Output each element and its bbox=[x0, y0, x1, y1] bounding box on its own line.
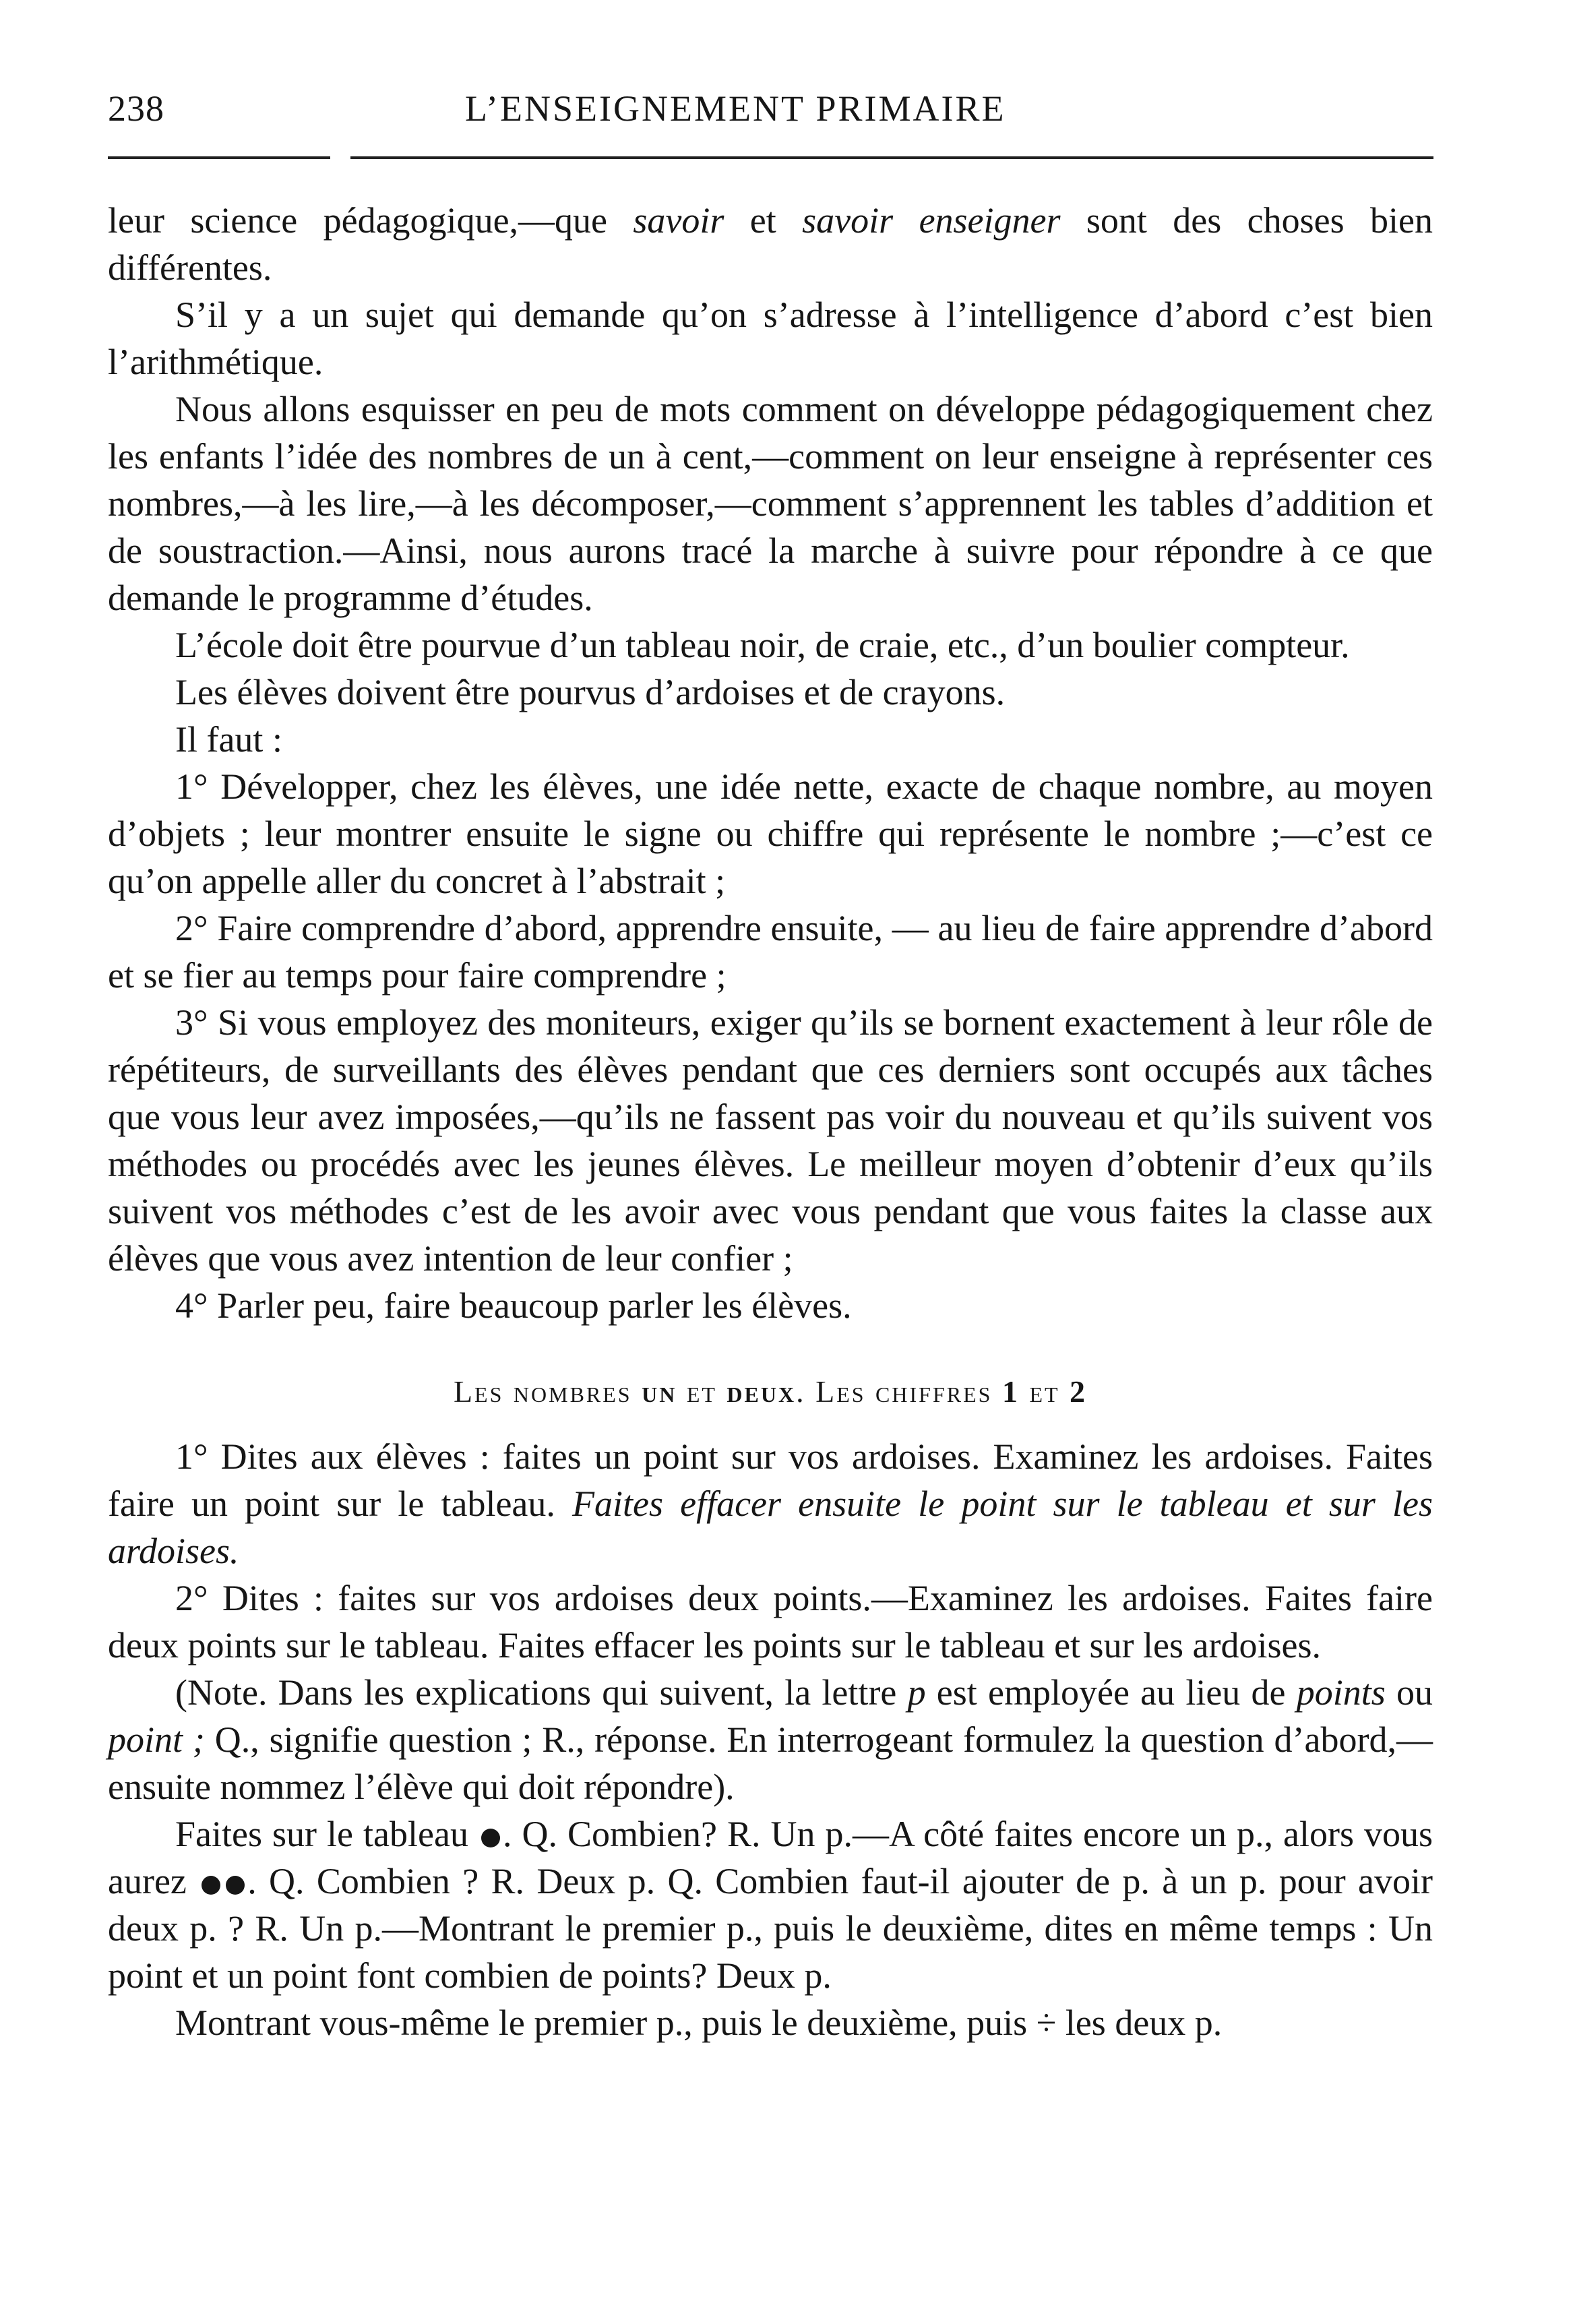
bold-run: un bbox=[642, 1374, 677, 1409]
paragraph bbox=[108, 1810, 1433, 1999]
text-run: 1° Dites aux élèves : faites un point sur vos ardoises. Examinez les ardoises. Faites faire un point sur le tableau. bbox=[108, 1436, 1433, 1524]
bold-run: deux bbox=[727, 1374, 797, 1409]
paragraph: Il faut : bbox=[175, 719, 282, 760]
text-run: Q., signifie question ; R., réponse. En interrogeant formulez la question d’abord,—ensuite nommez l’élève qui doit répondre). bbox=[108, 1719, 1433, 1807]
header-rule-left bbox=[108, 156, 330, 159]
paragraph bbox=[108, 197, 1433, 291]
text-run: et bbox=[724, 200, 803, 241]
italic-run: points bbox=[1296, 1672, 1386, 1713]
paragraph bbox=[108, 1433, 1433, 1574]
list-item: 2° Faire comprendre d’abord, apprendre ensuite, — au lieu de faire apprendre d’abord et se fier au temps pour faire comprendre ; bbox=[108, 908, 1433, 996]
text-run: sont des choses bien différentes. bbox=[108, 200, 1433, 288]
paragraph bbox=[108, 1669, 1433, 1810]
text-run: ou bbox=[1385, 1672, 1433, 1713]
bold-run: 1 bbox=[1001, 1374, 1020, 1409]
italic-run: p bbox=[907, 1672, 926, 1713]
paragraph: S’il y a un sujet qui demande qu’on s’adresse à l’intelligence d’abord c’est bien l’arithmétique. bbox=[108, 295, 1433, 382]
paragraph: 2° Dites : faites sur vos ardoises deux points.—Examinez les ardoises. Faites faire deux points sur le tableau. Faites effacer les points sur le tableau et sur les ardoises. bbox=[108, 1578, 1433, 1665]
page-number: 238 bbox=[108, 88, 164, 129]
dot-icon bbox=[226, 1876, 245, 1895]
text-run: et bbox=[677, 1374, 727, 1409]
paragraph: Nous allons esquisser en peu de mots comment on développe pédagogiquement chez les enfants l’idée des nombres de un à cent,—comment on leur enseigne à représenter ces nombres,—à les lire,—à les décomposer,—comment s’apprennent les tables d’addition et de soustraction.—Ainsi, nous aurons tracé la marche à suivre pour répondre à ce que demande le programme d’études. bbox=[108, 389, 1433, 618]
italic-run: savoir bbox=[633, 200, 724, 241]
page-header bbox=[108, 81, 1433, 142]
paragraph: L’école doit être pourvue d’un tableau noir, de craie, etc., d’un boulier compteur. bbox=[175, 625, 1350, 665]
text-run: et bbox=[1019, 1374, 1070, 1409]
text-run: Faites sur le tableau bbox=[175, 1814, 478, 1854]
italic-run: savoir enseigner bbox=[802, 200, 1061, 241]
italic-run: Faites effacer ensuite le point sur le tableau et sur les ardoises. bbox=[108, 1484, 1433, 1571]
text-run: est employée au lieu de bbox=[925, 1672, 1297, 1713]
running-title: L’ENSEIGNEMENT PRIMAIRE bbox=[465, 88, 1006, 129]
bold-run: 2 bbox=[1070, 1374, 1088, 1409]
section-heading bbox=[108, 1368, 1433, 1415]
text-run: . Q. Combien? R. Un p.—A côté faites encore un p., alors vous aurez bbox=[108, 1814, 1433, 1901]
text-run: . Les chiffres bbox=[796, 1374, 1002, 1409]
italic-run: point ; bbox=[108, 1719, 205, 1760]
paragraph: Les élèves doivent être pourvus d’ardoises et de crayons. bbox=[175, 672, 1006, 712]
text-run: . Q. Combien ? R. Deux p. Q. Combien faut-il ajouter de p. à un p. pour avoir deux p. ? R. Un p.—Montrant le premier p., puis le deuxième, dites en même temps : Un point et un point font combien de points? Deux p. bbox=[108, 1861, 1433, 1996]
list-item: 4° Parler peu, faire beaucoup parler les élèves. bbox=[175, 1285, 852, 1326]
text-run: Les nombres bbox=[453, 1374, 642, 1409]
dot-icon bbox=[481, 1829, 500, 1847]
dot-icon bbox=[202, 1876, 220, 1895]
body-text bbox=[108, 197, 1433, 2046]
paragraph: Montrant vous-même le premier p., puis le deuxième, puis ÷ les deux p. bbox=[175, 2002, 1223, 2043]
text-run: (Note. Dans les explications qui suivent, la lettre bbox=[175, 1672, 908, 1713]
header-rule-right bbox=[350, 156, 1433, 159]
list-item: 3° Si vous employez des moniteurs, exiger qu’ils se bornent exactement à leur rôle de répétiteurs, de surveillants des élèves pendant que ces derniers sont occupés aux tâches que vous leur avez imposées,—qu’ils ne fassent pas voir du nouveau et qu’ils suivent vos méthodes ou procédés avec les jeunes élèves. Le meilleur moyen d’obtenir d’eux qu’ils suivent vos méthodes c’est de les avoir avec vous pendant que vous faites la classe aux élèves que vous avez intention de leur confier ; bbox=[108, 1002, 1433, 1279]
text-run: leur science pédagogique,—que bbox=[108, 200, 634, 241]
list-item: 1° Développer, chez les élèves, une idée nette, exacte de chaque nombre, au moyen d’objets ; leur montrer ensuite le signe ou chiffre qui représente le nombre ;—c’est ce qu’on appelle aller du concret à l’abstrait ; bbox=[108, 766, 1433, 901]
